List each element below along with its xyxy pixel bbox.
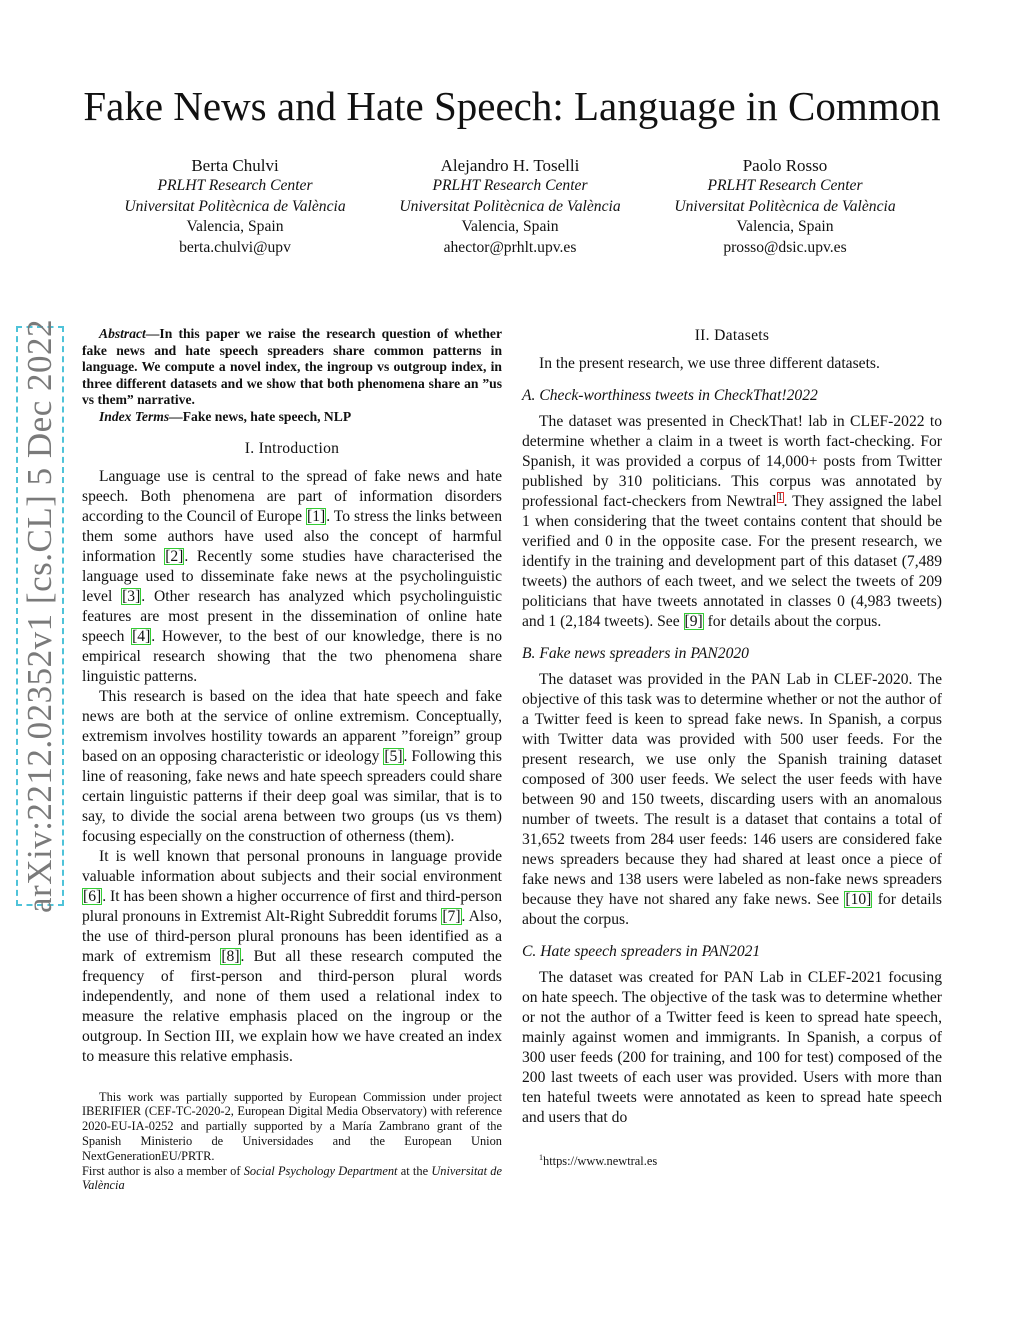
footnote-rule [82,1081,282,1082]
intro-paragraph-3: It is well known that personal pronouns in language provide valuable information about subjects and their social environment [6]. It has been shown a higher occurrence of first and third-person plural pronouns in Extremist Alt-Right Subreddit forums [7]. Also, the use of third-person plural pronouns has been identified as a mark of extremism [8]. But all these research computed the frequency of first-person and third-person plural words independently, and none of them used a relational index to measure the relative emphasis placed on the ingroup or the outgroup. In Section III, we explain how we have created an index to measure this relative emphasis. [82,847,503,1065]
citation-link[interactable]: [4] [132,627,151,645]
author-dept: PRLHT Research Center [707,177,863,195]
intro-paragraph-2: This research is based on the idea that hate speech and fake news are both at the service of online extremism. Conceptually, extremism involves hostility towards an apparent ”foreign” group based on an opposing characteristic or ideology [5]. Following this line of reasoning, fake news and hate speech spreaders could share certain linguistic patterns if their deep goal was similar, that is to say, to divide the social arena between two groups (us vs them) focusing especially on the construction of otherness (them). [82,687,502,845]
author-city: Valencia, Spain [186,218,284,236]
index-terms-label: Index Terms— [99,408,183,424]
footnote-link[interactable]: 1 [777,491,783,503]
citation-link[interactable]: [10] [845,891,872,908]
citation-link[interactable]: [7] [442,907,461,925]
intro-paragraph-1: Language use is central to the spread of fake news and hate speech. Both phenomena are part of information disorders according to the Council of Europe [1]. To stress the links between them some authors have used also the concept of harmful information [2]. Recently some studies have characterised the language used to disseminate fake news at the psycholinguistic level [3]. Other research has analyzed which psycholinguistic features are most present in the dissemination of online hate speech [4]. However, to the best of our knowledge, there is no empirical research showing that the two phenomena share linguistic patterns. [82,467,502,685]
newtral-footnote: $^1$https://www.newtral.es [539,1153,658,1169]
footnote-rule [522,1142,722,1143]
subsection-heading-b: B. Fake news spreaders in PAN2020 [522,645,749,662]
citation-link[interactable]: [6] [83,887,102,905]
subsection-heading-c: C. Hate speech spreaders in PAN2021 [522,943,761,960]
author-name: Berta Chulvi [191,156,279,175]
subsection-heading-a: A. Check-worthiness tweets in CheckThat!2022 [522,387,818,404]
datasets-intro: In the present research, we use three different datasets. [539,355,880,372]
left-column [82,326,502,1193]
author-name: Paolo Rosso [742,156,828,175]
index-terms [82,409,502,426]
author-city: Valencia, Spain [736,218,834,236]
funding-footnote: This work was partially supported by European Commission under project IBERIFIER (CEF-TC-2020-2, European Digital Media Observatory) with reference 2020-EU-IA-0252 and partially supported by a María Zambrano grant of the Spanish Ministerio de Universidades and the European Union NextGenerationEU/PRTR. [82,1089,502,1163]
author-dept: PRLHT Research Center [157,177,313,195]
author-dept: PRLHT Research Center [432,177,588,195]
section-heading-datasets: II. Datasets [694,327,770,344]
author-email: berta.chulvi@upv [179,238,291,256]
citation-link[interactable]: [9] [684,613,703,630]
author-name: Alejandro H. Toselli [440,156,580,175]
dataset-b-paragraph: The dataset was provided in the PAN Lab in CLEF-2020. The objective of this task was to determine whether or not the author of a Twitter feed is keen to spread fake news. In Spanish, a corpus with Twitter data was provided with 500 user feeds. For the present research, we use only the Spanish training dataset composed of 300 user feeds. We select the user feeds with have between 90 and 150 tweets, discarding users with an anomalous number of tweets. The result is a dataset that contains a total of 31,652 tweets from 284 user feeds: 146 users are considered fake news spreaders because they had shared at least once a piece of fake news and 138 users were labeled as non-fake news spreaders because they have not shared any fake news. See [10] for details about the corpus. [522,671,942,928]
abstract-text: In this paper we raise the research question of whether fake news and hate speech spreaders share common patterns in language. We compute a novel index, the ingroup vs outgroup index, in three different datasets and we show that both phenomena share an ”us vs them” narrative. [82,326,502,408]
author-block [100,156,920,258]
author-email: ahector@prhlt.upv.es [443,238,577,256]
affiliation-footnote: First author is also a member of Social Psychology Department at the Universitat de València [82,1163,503,1193]
index-terms-text: Fake news, hate speech, NLP [182,408,352,424]
author-2 [375,156,645,258]
citation-link[interactable]: [5] [384,747,403,765]
citation-link[interactable]: [1] [307,507,326,525]
section-heading-introduction: I. Introduction [244,439,340,457]
dataset-a-paragraph: The dataset was presented in CheckThat! lab in CLEF-2022 to determine whether a claim in a tweet is worth fact-checking. For Spanish, it was provided a corpus of 14,000+ posts from Twitter published by 310 politicians. This corpus was annotated by professional fact-checkers from Newtral$^1$. They assigned the label 1 when considering that the tweet contains content that should be verified and 0 in the opposite case. For the present research, we identify in the training and development part of this dataset (7,489 tweets) the authors of each tweet, and we select the tweets of 209 politicians that have tweets annotated in classes 0 (4,983 tweets) and 1 (2,184 tweets). See [9] for details about the corpus. [522,413,942,630]
right-column [522,326,942,1169]
citation-link[interactable]: [2] [165,547,184,565]
paper-title: Fake News and Hate Speech: Language in Common [83,83,941,129]
abstract [82,326,502,409]
dataset-c-paragraph: The dataset was created for PAN Lab in CLEF-2021 focusing on hate speech. The objective of the task was to determine whether or not the author of a Twitter feed is keen to spread hate speech, mainly against women and immigrants. In Spanish, a corpus of 300 user feeds (200 for training, and 100 for test) composed of the 200 last tweets of each user was provided. Users with more than ten hateful tweets were annotated as keen to spread hate speech and users that do [522,969,942,1126]
author-univ: Universitat Politècnica de València [124,197,346,215]
author-3 [650,156,920,258]
author-1 [100,156,370,258]
arxiv-side-stamp [16,319,64,913]
author-city: Valencia, Spain [461,218,559,236]
author-univ: Universitat Politècnica de València [674,197,896,215]
author-email: prosso@dsic.upv.es [723,238,847,256]
citation-link[interactable]: [8] [221,947,240,965]
author-univ: Universitat Politècnica de València [399,197,621,215]
citation-link[interactable]: [3] [122,587,141,605]
arxiv-identifier: arXiv:2212.02352v1 [cs.CL] 5 Dec 2022 [20,319,59,913]
abstract-label: Abstract— [99,326,160,341]
